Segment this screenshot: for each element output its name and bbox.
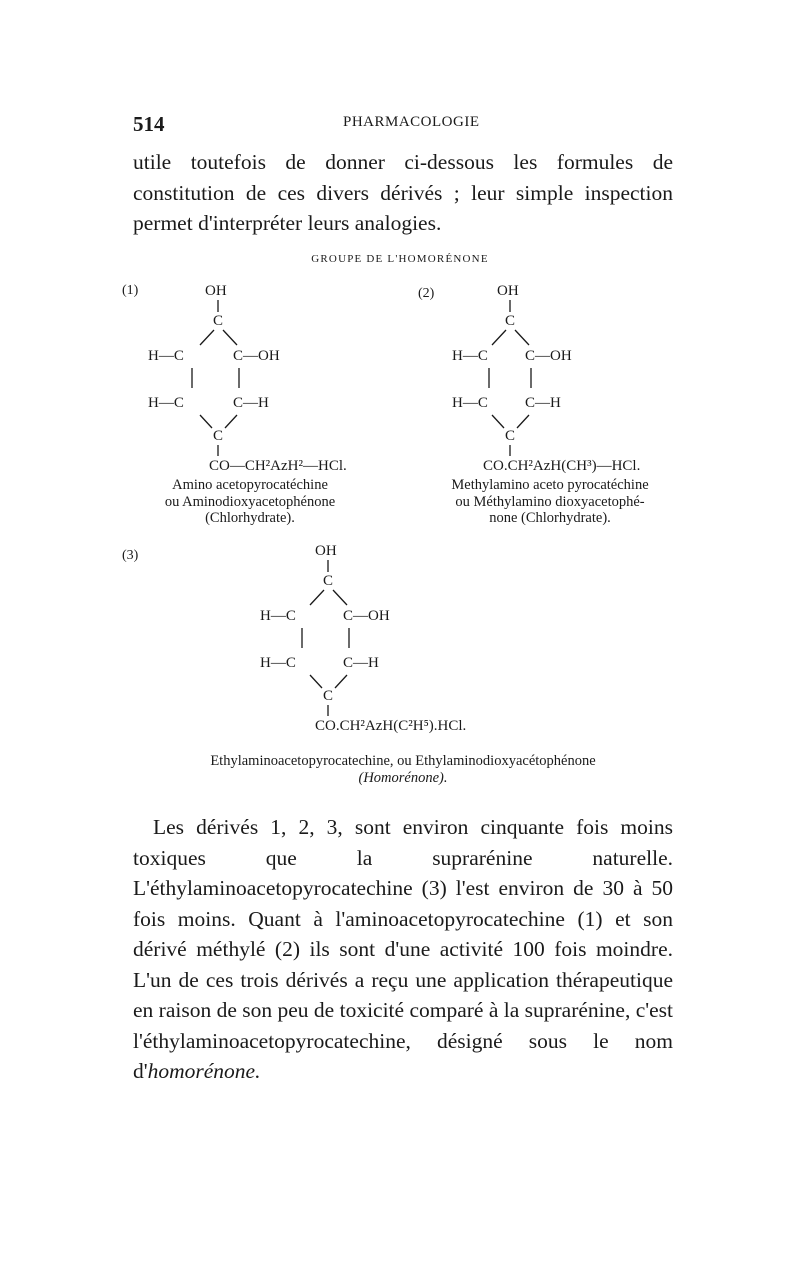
caption-line: none (Chlorhydrate).	[489, 510, 611, 526]
ring-ch: C—H	[343, 655, 379, 671]
hydroxyl-top: OH	[315, 543, 337, 559]
ring-hc-lower: H—C	[148, 395, 184, 411]
formula-2-number: (2)	[418, 286, 435, 301]
ring-hc-upper: H—C	[148, 348, 184, 364]
ring-ch: C—H	[525, 395, 561, 411]
outro-emphasis: homorénone.	[147, 1059, 261, 1083]
ring-carbon-bottom: C	[505, 428, 516, 444]
formula-3-number: (3)	[122, 548, 139, 563]
ring-hc-lower: H—C	[260, 655, 296, 671]
formula-3-side-chain: CO.CH²AzH(C²H⁵).HCl.	[315, 718, 467, 734]
ring-carbon-top: C	[323, 573, 334, 589]
formula-1-caption	[130, 477, 370, 527]
caption-line: Ethylaminoacetopyrocatechine, ou Ethylaminodioxyacétophénone	[210, 753, 596, 769]
ring-hc-lower: H—C	[452, 395, 488, 411]
outro-body: Les dérivés 1, 2, 3, sont environ cinquante fois moins toxiques que la suprarénine naturelle. L'éthylaminoacetopyrocatechine (3) l'est environ de 30 à 50 fois moins. Quant à l'aminoacetopyrocatechine (1) et son dérivé méthylé (2) ils sont d'une activité 100 fois moindre. L'un de ces trois dérivés a reçu une application thérapeutique en raison de son peu de toxicité comparé à la suprarénine, c'est l'éthylaminoacetopyrocatechine, désigné sous le nom d'	[133, 815, 673, 1083]
ring-carbon-top: C	[213, 313, 224, 329]
outro-text	[133, 812, 673, 1087]
hydroxyl-top: OH	[497, 283, 519, 299]
intro-text: utile toutefois de donner ci-dessous les formules de constitution de ces divers dérivés ; leur simple inspection permet d'interpréter leurs analogies.	[133, 150, 673, 235]
ring-coh: C—OH	[343, 608, 390, 624]
ring-carbon-bottom: C	[213, 428, 224, 444]
formula-1-structure	[130, 280, 410, 480]
caption-line: (Chlorhydrate).	[205, 510, 295, 526]
outro-paragraph	[133, 812, 673, 1087]
ring-coh: C—OH	[525, 348, 572, 364]
ring-ch: C—H	[233, 395, 269, 411]
caption-line: Amino acetopyrocatéchine	[172, 477, 328, 493]
group-title: GROUPE DE L'HOMORÉNONE	[311, 253, 489, 265]
caption-line: Methylamino aceto pyrocatéchine	[451, 477, 649, 493]
caption-line: ou Aminodioxyacetophénone	[164, 493, 336, 510]
page-number: 514	[133, 112, 165, 136]
caption-line: (Homorénone).	[358, 769, 448, 786]
hydroxyl-top: OH	[205, 283, 227, 299]
caption-line: ou Méthylamino dioxyacetophé-	[455, 493, 645, 510]
formula-2-side-chain: CO.CH²AzH(CH³)—HCl.	[483, 458, 641, 474]
ring-coh: C—OH	[233, 348, 280, 364]
running-title: PHARMACOLOGIE	[343, 114, 480, 130]
ring-carbon-bottom: C	[323, 688, 334, 704]
formula-3-structure	[252, 540, 532, 740]
intro-paragraph	[133, 147, 673, 239]
formula-1-number: (1)	[122, 283, 139, 298]
ring-hc-upper: H—C	[452, 348, 488, 364]
ring-hc-upper: H—C	[260, 608, 296, 624]
formula-2-caption	[415, 477, 685, 527]
page-header	[133, 112, 673, 136]
formula-3-caption	[133, 753, 673, 786]
ring-carbon-top: C	[505, 313, 516, 329]
formula-1-side-chain: CO—CH²AzH²—HCl.	[209, 458, 347, 474]
formula-2-structure	[432, 280, 712, 480]
